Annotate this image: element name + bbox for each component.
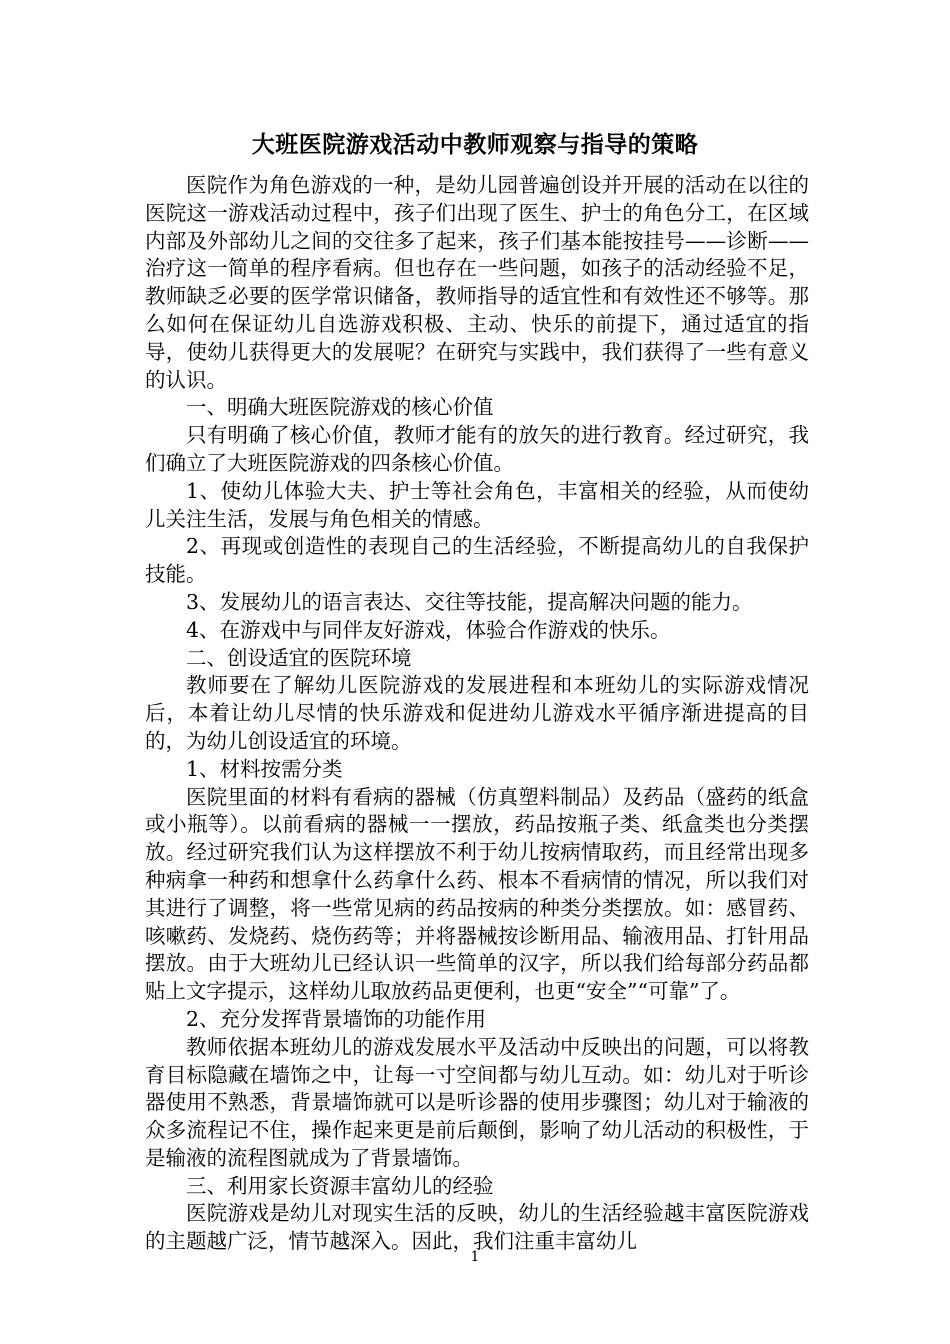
paragraph-intro: 医院作为角色游戏的一种，是幼儿园普遍创设并开展的活动在以往的医院这一游戏活动过程中，孩子们出现了医生、护士的角色分工，在区域内部及外部幼儿之间的交往多了起来，孩子们基本能按挂号——诊断——治疗这一简单的程序看病。但也存在一些问题，如孩子的活动经验不足，教师缺乏必要的医学常识储备，教师指导的适宜性和有效性还不够等。那么如何在保证幼儿自选游戏积极、主动、快乐的前提下，通过适宜的指导，使幼儿获得更大的发展呢？在研究与实践中，我们获得了一些有意义的认识。 (145, 173, 809, 392)
document-body (145, 172, 809, 1256)
section-heading-3: 三、利用家长资源丰富幼儿的经验 (186, 1173, 494, 1198)
list-item: 3、发展幼儿的语言表达、交往等技能，提高解决问题的能力。 (186, 589, 753, 614)
paragraph: 教师要在了解幼儿医院游戏的发展进程和本班幼儿的实际游戏情况后，本着让幼儿尽情的快乐游戏和促进幼儿游戏水平循序渐进提高的目的，为幼儿创设适宜的环境。 (145, 673, 809, 753)
document-title: 大班医院游戏活动中教师观察与指导的策略 (251, 131, 699, 158)
page-number: 1 (470, 1249, 480, 1265)
paragraph: 医院里面的材料有看病的器械（仿真塑料制品）及药品（盛药的纸盒或小瓶等）。以前看病的器械一一摆放，药品按瓶子类、纸盒类也分类摆放。经过研究我们认为这样摆放不利于幼儿按病情取药，而且经常出现多种病拿一种药和想拿什么药拿什么药、根本不看病情的情况，所以我们对其进行了调整，将一些常见病的药品按病的种类分类摆放。如：感冒药、咳嗽药、发烧药、烧伤药等；并将器械按诊断用品、输液用品、打针用品摆放。由于大班幼儿已经认识一些简单的汉字，所以我们给每部分药品都贴上文字提示，这样幼儿取放药品更便利，也更“安全”“可靠”了。 (145, 784, 809, 1004)
paragraph: 只有明确了核心价值，教师才能有的放矢的进行教育。经过研究，我们确立了大班医院游戏的四条核心价值。 (145, 423, 809, 475)
list-item: 4、在游戏中与同伴友好游戏，体验合作游戏的快乐。 (186, 617, 671, 642)
section-heading-1: 一、明确大班医院游戏的核心价值 (186, 395, 494, 420)
section-heading-2: 二、创设适宜的医院环境 (186, 645, 412, 670)
subsection-heading: 1、材料按需分类 (186, 756, 343, 781)
list-item: 1、使幼儿体验大夫、护士等社会角色，丰富相关的经验，从而使幼儿关注生活，发展与角色相关的情感。 (145, 478, 809, 531)
list-item: 2、再现或创造性的表现自己的生活经验，不断提高幼儿的自我保护技能。 (145, 534, 809, 587)
subsection-heading: 2、充分发挥背景墙饰的功能作用 (186, 1006, 487, 1031)
paragraph: 教师依据本班幼儿的游戏发展水平及活动中反映出的问题，可以将教育目标隐藏在墙饰之中，让每一寸空间都与幼儿互动。如：幼儿对于听诊器使用不熟悉，背景墙饰就可以是听诊器的使用步骤图；幼儿对于输液的众多流程记不住，操作起来更是前后颠倒，影响了幼儿活动的积极性，于是输液的流程图就成为了背景墙饰。 (145, 1034, 809, 1170)
paragraph: 医院游戏是幼儿对现实生活的反映，幼儿的生活经验越丰富医院游戏的主题越广泛，情节越深入。因此，我们注重丰富幼儿 (145, 1201, 809, 1254)
